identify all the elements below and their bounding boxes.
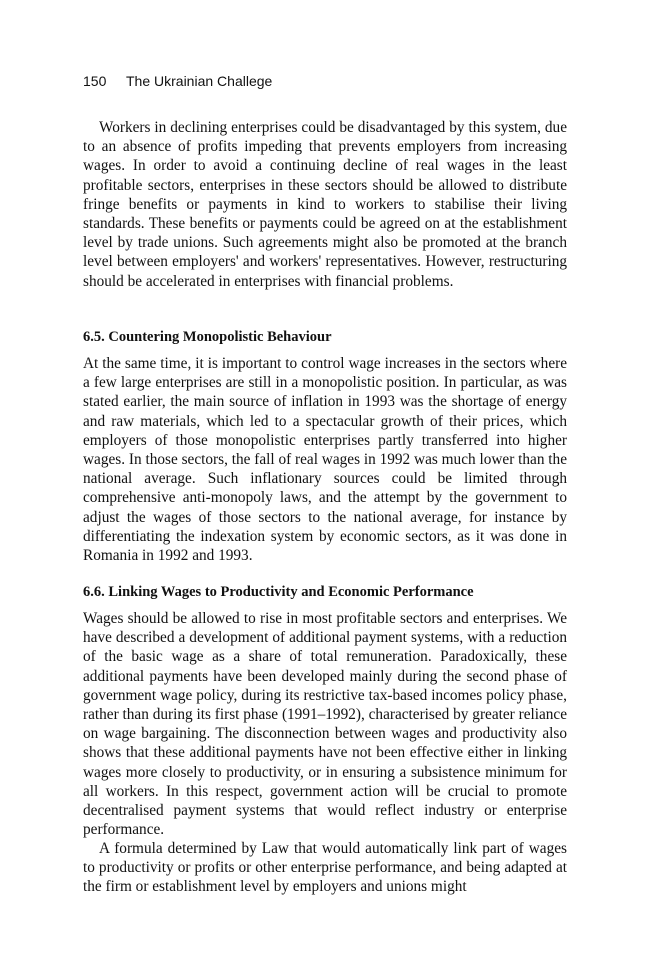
section-heading-6-6: 6.6. Linking Wages to Productivity and Economic Performance bbox=[83, 584, 474, 600]
running-head bbox=[83, 73, 272, 89]
paragraph-monopolistic: At the same time, it is important to control wage increases in the sectors where a few large enterprises are still in a monopolistic position. In particular, as was stated earlier, the main source of inflation in 1993 was the shortage of energy and raw materials, which led to a spectacular growth of their prices, which employers of those monopolistic enterprises partly transferred into higher wages. In those sectors, the fall of real wages in 1992 was much lower than the national average. Such inflationary sources could be limited through comprehensive anti-monopoly laws, and the attempt by the government to adjust the wages of those sectors to the national average, for instance by differentiating the indexation system by economic sectors, as it was done in Romania in 1992 and 1993. bbox=[83, 355, 567, 565]
paragraph-formula-law: A formula determined by Law that would automatically link part of wages to productivity or profits or other enterprise performance, and being adapted at the firm or establishment level by employers and unions might bbox=[83, 840, 567, 896]
paragraph-declining-enterprises: Workers in declining enterprises could be disadvantaged by this system, due to an absence of profits impeding that prevents employers from increasing wages. In order to avoid a continuing decline of real wages in the least profitable sectors, enterprises in these sectors should be allowed to distribute fringe benefits or payments in kind to workers to stabilise their living standards. These benefits or payments could be agreed on at the establishment level by trade unions. Such agreements might also be promoted at the branch level between employers' and workers' representatives. However, restructuring should be accelerated in enterprises with financial problems. bbox=[83, 119, 567, 290]
paragraph-linking-wages: Wages should be allowed to rise in most profitable sectors and enterprises. We have described a development of additional payment systems, with a reduction of the basic wage as a share of total remuneration. Paradoxically, these additional payments have been developed mainly during the second phase of government wage policy, during its restrictive tax-based incomes policy phase, rather than during its first phase (1991–1992), characterised by greater reliance on wage bargaining. The disconnection between wages and productivity also shows that these additional payments have not been effective either in linking wages more closely to productivity, or in ensuring a subsistence minimum for all workers. In this respect, government action will be crucial to promote decentralised payment systems that would reflect industry or enterprise performance. bbox=[83, 610, 567, 839]
running-title: The Ukrainian Challege bbox=[126, 73, 273, 89]
page-number: 150 bbox=[83, 73, 107, 89]
section-heading-6-5: 6.5. Countering Monopolistic Behaviour bbox=[83, 329, 332, 345]
